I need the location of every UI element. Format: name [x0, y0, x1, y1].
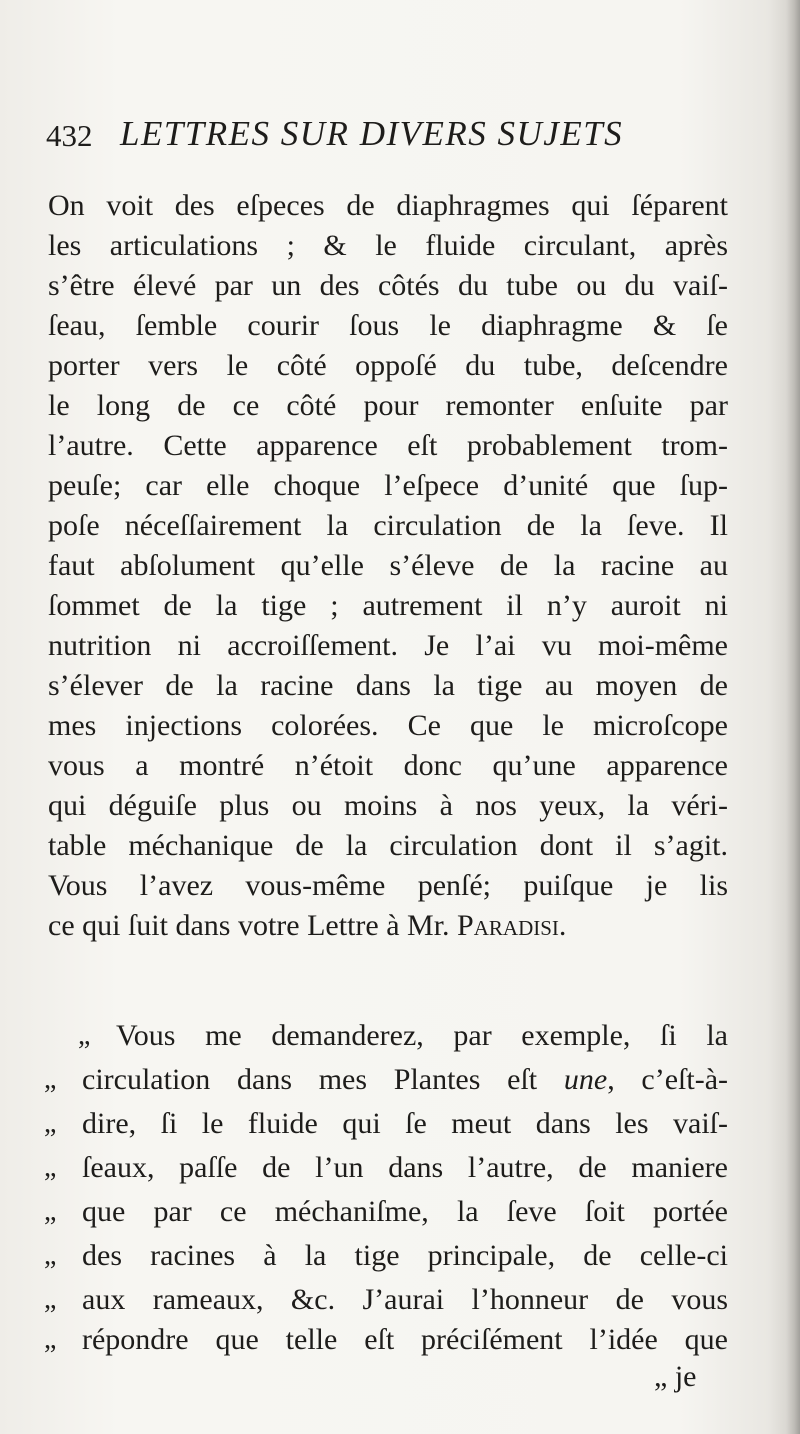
body-line-8: peuſe; car elle choque l’eſpece d’unité que ſup- [48, 469, 728, 502]
quote-mark: „ [44, 1064, 57, 1095]
catchword: „ je [654, 1360, 697, 1393]
quote-line-2-text: circulation dans mes Plantes eſt [82, 1063, 564, 1096]
quote-line-2 [82, 1060, 728, 1100]
quote-mark: „ [44, 1196, 57, 1227]
quote-mark: „ [44, 1240, 57, 1271]
body-line-14: mes injections colorées. Ce que le microſcope [48, 709, 728, 742]
body-line-11: ſommet de la tige ; autrement il n’y auroit ni [48, 589, 728, 622]
body-line-9: poſe néceſſairement la circulation de la ſeve. Il [48, 509, 728, 542]
body-line-5: porter vers le côté oppoſé du tube, deſcendre [48, 349, 728, 382]
body-line-10: faut abſolument qu’elle s’éleve de la racine au [48, 549, 728, 582]
quote-mark: „ [44, 1152, 57, 1183]
body-line-19 [48, 906, 566, 946]
emphasis-word: une [563, 1063, 608, 1096]
body-line-19-text: ce qui ſuit dans votre Lettre à Mr. [48, 909, 458, 942]
body-line-15: vous a montré n’étoit donc qu’une apparence [48, 749, 728, 782]
body-line-2: les articulations ; & le fluide circulant, après [48, 229, 728, 262]
page-edge-shadow [786, 0, 800, 1434]
page-header [46, 112, 746, 162]
body-line-3: s’être élevé par un des côtés du tube ou du vaiſ- [48, 269, 728, 302]
body-line-17: table méchanique de la circulation dont il s’agit. [48, 829, 728, 862]
quote-mark: „ [44, 1108, 57, 1139]
quote-line-8: répondre que telle eſt préciſément l’idée que [82, 1323, 728, 1356]
body-line-16: qui déguiſe plus ou moins à nos yeux, la véri- [48, 789, 728, 822]
body-line-4: ſeau, ſemble courir ſous le diaphragme & ſe [48, 309, 728, 342]
body-line-12: nutrition ni accroiſſement. Je l’ai vu moi-même [48, 629, 728, 662]
quote-line-4: ſeaux, paſſe de l’un dans l’autre, de maniere [82, 1151, 728, 1184]
quote-mark: „ [44, 1284, 57, 1315]
recipient-name: Paradisi. [457, 909, 567, 942]
body-line-6: le long de ce côté pour remonter enſuite par [48, 389, 728, 422]
quote-line-3: dire, ſi le fluide qui ſe meut dans les vaiſ- [82, 1107, 728, 1140]
body-line-1: On voit des eſpeces de diaphragmes qui ſéparent [48, 189, 728, 222]
quote-line-6: des racines à la tige principale, de celle-ci [82, 1239, 728, 1272]
body-line-7: l’autre. Cette apparence eſt probablement trom- [48, 429, 728, 462]
body-line-18: Vous l’avez vous-même penſé; puiſque je lis [48, 869, 728, 902]
quote-line-5: que par ce méchaniſme, la ſeve ſoit portée [82, 1195, 728, 1228]
body-line-13: s’élever de la racine dans la tige au moyen de [48, 669, 728, 702]
quote-mark: „ [44, 1324, 57, 1355]
quote-line-1: Vous me demanderez, par exemple, ſi la [116, 1019, 728, 1052]
quote-mark: „ [78, 1020, 91, 1051]
quote-line-2-tail: , c’eſt-à- [607, 1063, 728, 1096]
quote-line-7: aux rameaux, &c. J’aurai l’honneur de vous [82, 1283, 728, 1316]
page-number: 432 [46, 118, 93, 153]
running-title: LETTRES SUR DIVERS SUJETS [120, 114, 624, 153]
